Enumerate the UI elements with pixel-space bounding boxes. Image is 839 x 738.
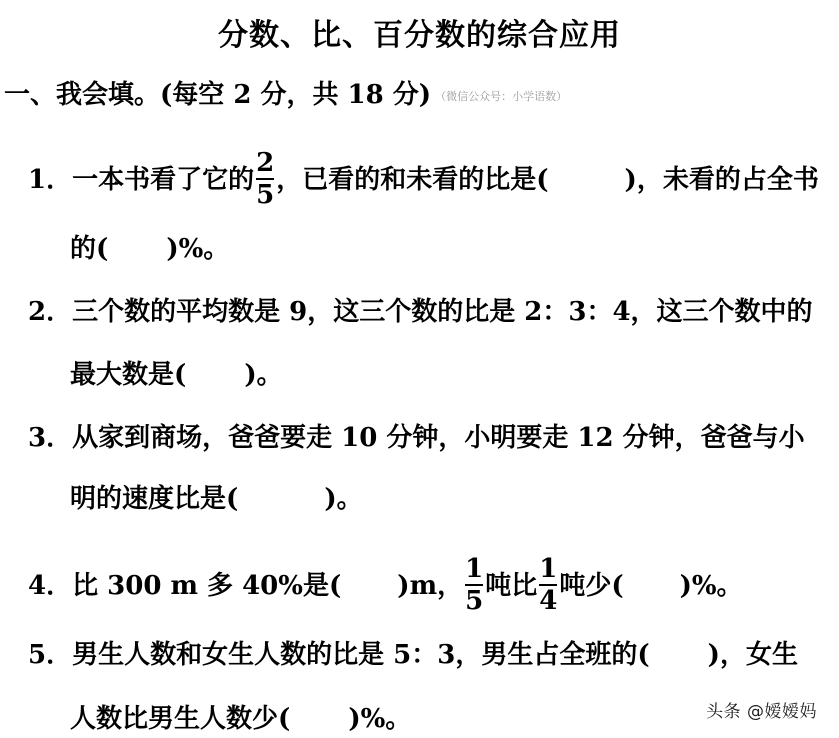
- question-text: 吨少(: [559, 571, 624, 601]
- question-3-line-2: [70, 482, 363, 516]
- question-3-line-1: [28, 421, 805, 455]
- question-number: 5．: [28, 640, 73, 670]
- question-4-line-1: [28, 554, 743, 616]
- fraction: [465, 556, 483, 614]
- question-text: )%。: [166, 234, 230, 264]
- question-5-line-2: [70, 702, 411, 736]
- section-heading: [4, 74, 567, 111]
- question-2-line-1: [28, 295, 813, 329]
- fraction-numerator: 1: [539, 554, 558, 584]
- question-2-line-2: [70, 358, 283, 392]
- section-heading-text: 一、我会填。(每空 2 分，共 18 分): [4, 80, 432, 110]
- question-text: 人数比男生人数少(: [70, 704, 291, 734]
- question-text: 一本书看了它的: [72, 165, 255, 195]
- question-text: 从家到商场，爸爸要走 10 分钟，小明要走 12 分钟，爸爸与小: [72, 423, 805, 453]
- question-text: )，未看的占全书: [624, 165, 819, 195]
- question-text: 的(: [70, 234, 109, 264]
- question-text: ，已看的和未看的比是(: [276, 165, 549, 195]
- question-text: 三个数的平均数是 9，这三个数的比是 2：3：4，这三个数中的: [72, 297, 813, 327]
- fraction-denominator: 4: [539, 586, 558, 616]
- question-number: 4．: [28, 571, 73, 601]
- question-text: )%。: [679, 571, 743, 601]
- fraction-numerator: 1: [465, 554, 484, 584]
- fraction-denominator: 5: [256, 180, 275, 210]
- fraction: [539, 556, 557, 614]
- question-number: 2．: [28, 297, 73, 327]
- source-note: （微信公众号：小学语数）: [435, 90, 568, 103]
- question-number: 1．: [28, 165, 73, 195]
- question-5-line-1: [28, 638, 798, 672]
- question-text: )m，: [397, 571, 464, 601]
- fraction-denominator: 5: [465, 586, 484, 616]
- question-text: )，女生: [707, 640, 798, 670]
- question-text: )%。: [348, 704, 412, 734]
- question-text: )。: [324, 484, 363, 514]
- question-1-line-1: [28, 148, 819, 210]
- question-text: 男生人数和女生人数的比是 5：3，男生占全班的(: [72, 640, 650, 670]
- question-1-line-2: [70, 232, 229, 266]
- question-text: 吨比: [485, 571, 538, 601]
- question-text: 最大数是(: [70, 360, 187, 390]
- fraction-numerator: 2: [256, 148, 275, 178]
- question-number: 3．: [28, 423, 73, 453]
- question-text: 明的速度比是(: [70, 484, 239, 514]
- fraction: [256, 150, 274, 208]
- watermark: 头条 @嫒嫒妈: [706, 702, 817, 722]
- question-text: 比 300 m 多 40%是(: [72, 571, 342, 601]
- page-title: 分数、比、百分数的综合应用: [218, 18, 621, 53]
- question-text: )。: [244, 360, 283, 390]
